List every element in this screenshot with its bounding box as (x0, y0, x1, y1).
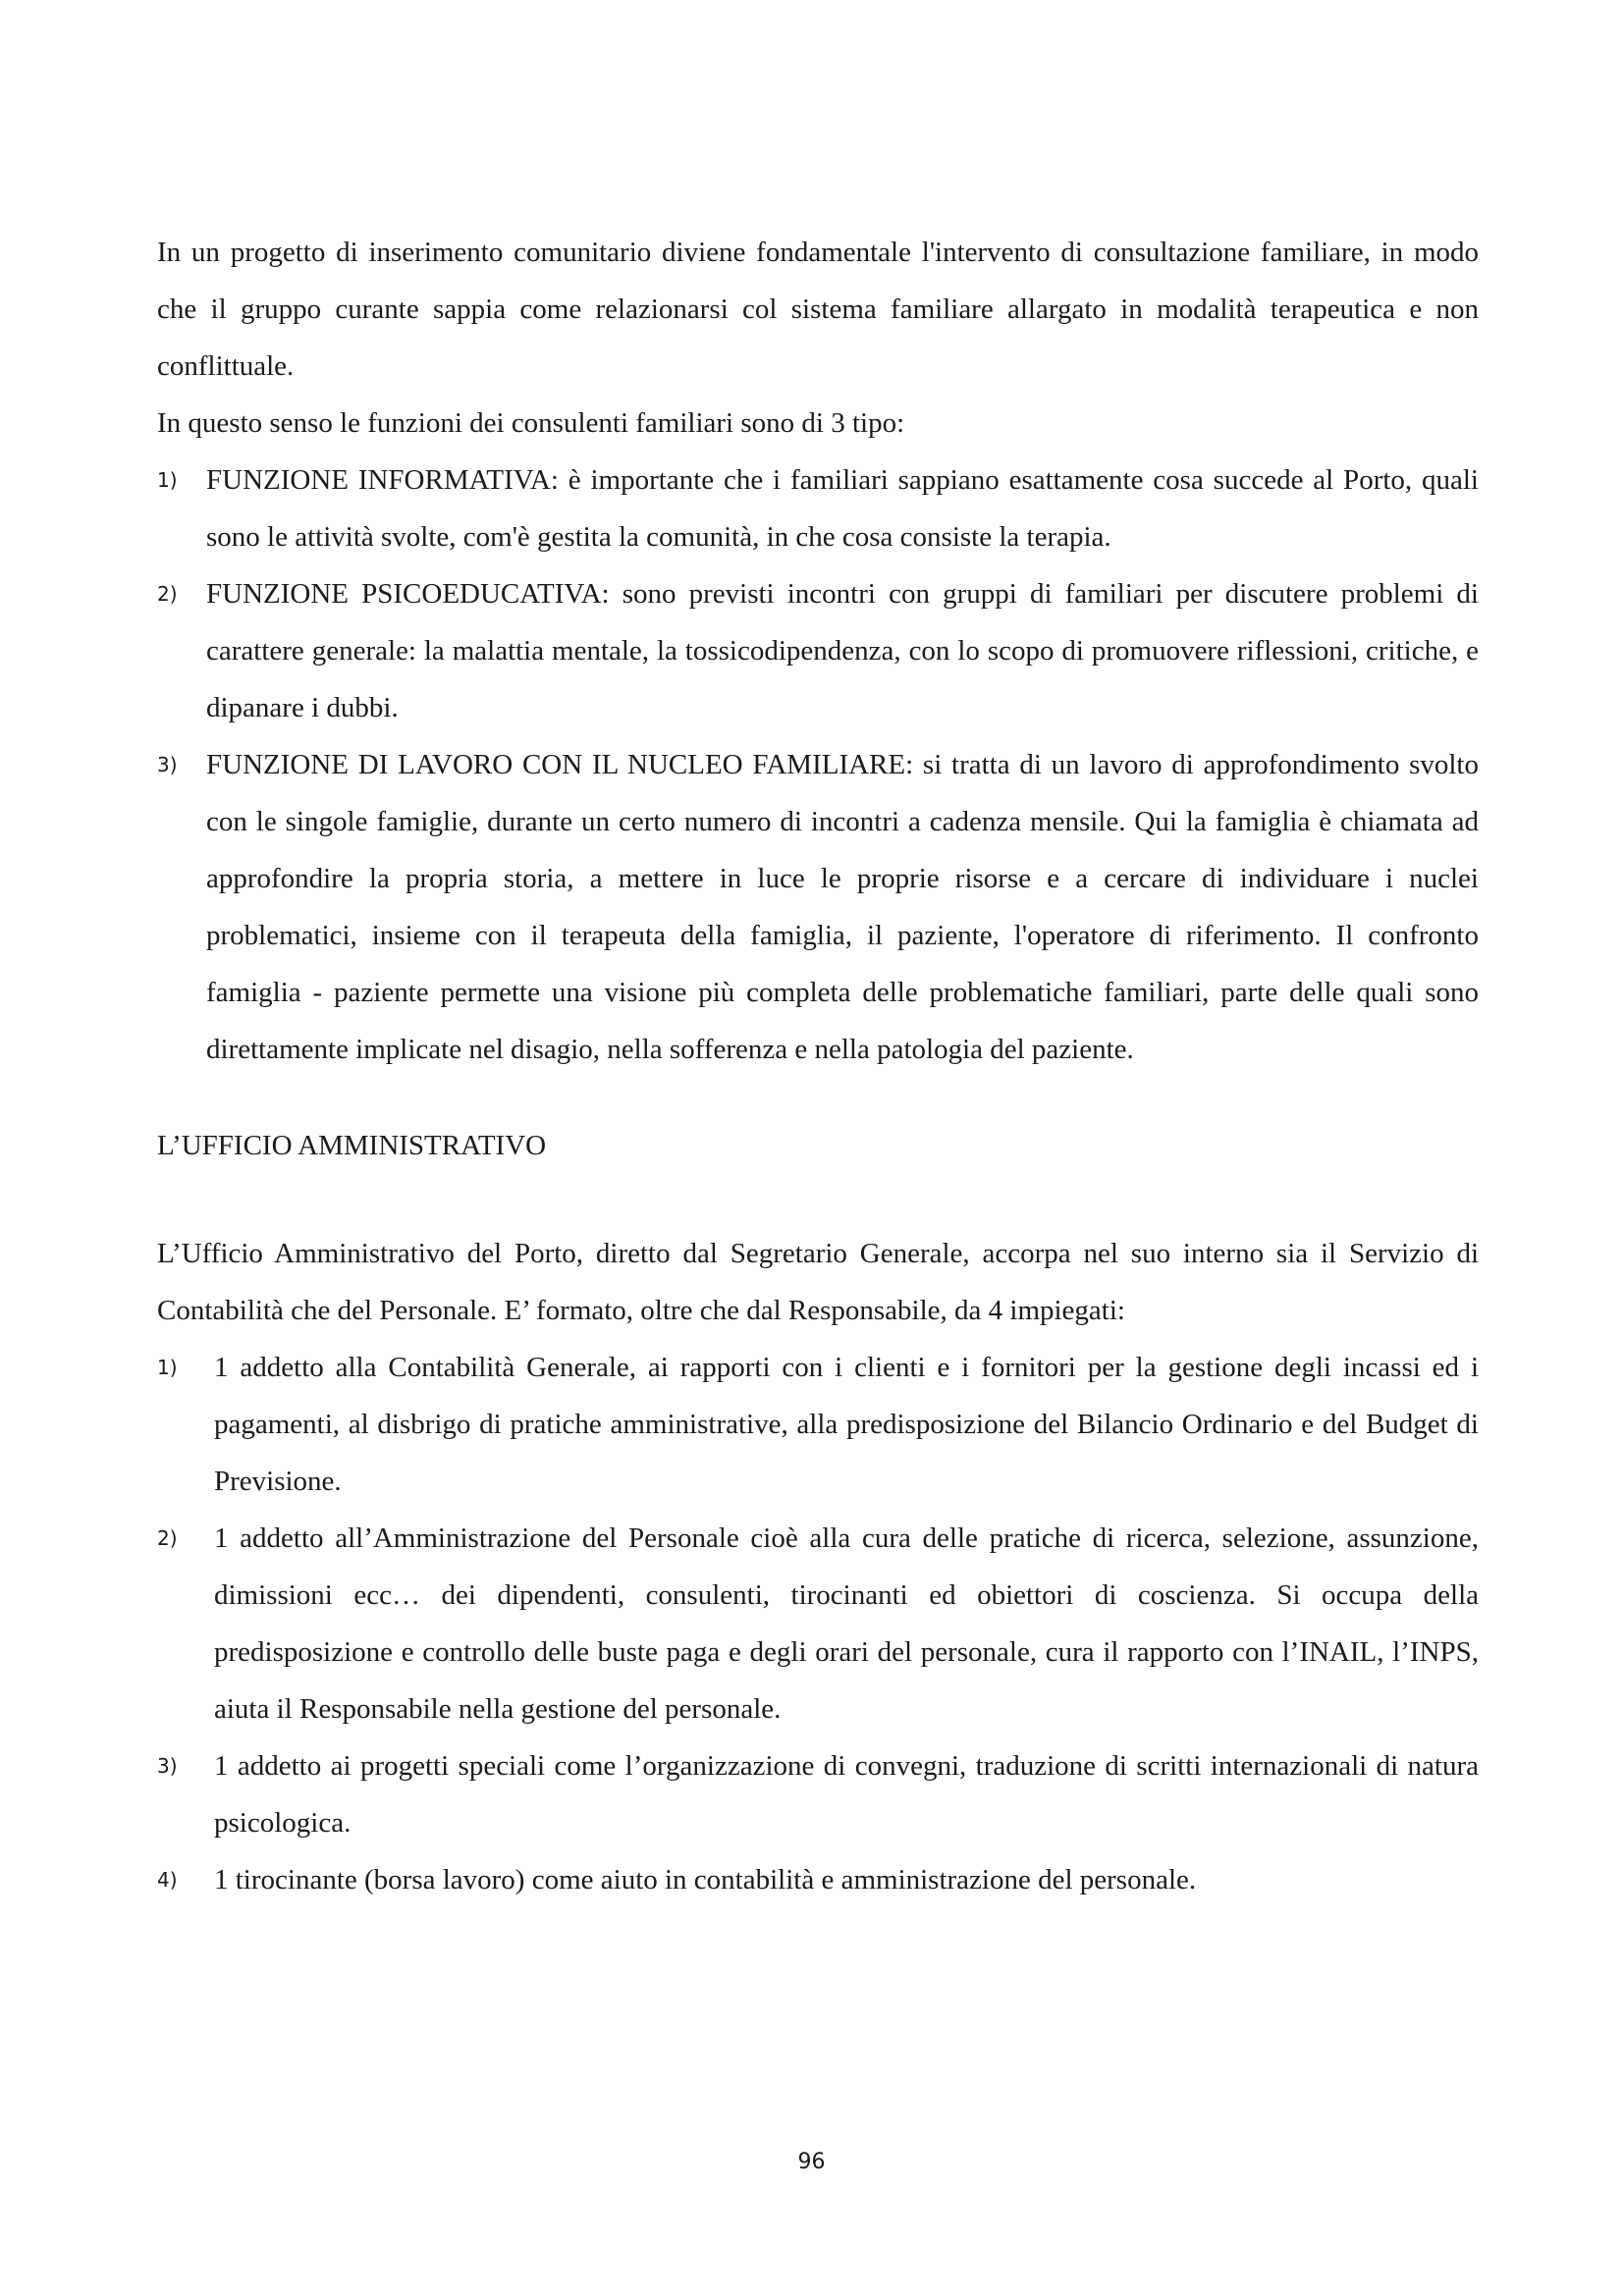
list-item (157, 1510, 1479, 1737)
list-item (157, 1851, 1479, 1908)
list-item (157, 1339, 1479, 1510)
page-number: 96 (797, 2150, 826, 2174)
list-item-number: 1) (157, 1356, 178, 1379)
list-item-number: 3) (157, 753, 178, 776)
list-item (157, 565, 1479, 736)
list-item-text: FUNZIONE PSICOEDUCATIVA: sono previsti incontri con gruppi di familiari per discutere problemi di carattere generale: la malattia mentale, la tossicodipendenza, con lo scopo di promuovere riflessioni, critiche, e dipanare i dubbi. (206, 578, 1479, 723)
list-item (157, 1737, 1479, 1851)
list-item-text: 1 addetto alla Contabilità Generale, ai rapporti con i clienti e i fornitori per la gestione degli incassi ed i pagamenti, al disbrigo di pratiche amministrative, alla predisposizione del Bilancio Ordinario e del Budget di Previsione. (214, 1352, 1479, 1497)
document-page (157, 224, 1479, 1908)
staff-list (157, 1339, 1479, 1908)
list-item (157, 736, 1479, 1078)
list-item-number: 2) (157, 582, 178, 606)
list-item-number: 3) (157, 1754, 178, 1778)
intro-paragraph: In un progetto di inserimento comunitario diviene fondamentale l'intervento di consultazione familiare, in modo che il gruppo curante sappia come relazionarsi col sistema familiare allargato in modalità terapeutica e non conflittuale. (157, 237, 1479, 382)
list-item-text: 1 addetto all’Amministrazione del Personale cioè alla cura delle pratiche di ricerca, selezione, assunzione, dimissioni ecc… dei dipendenti, consulenti, tirocinanti ed obiettori di coscienza. Si occupa della predisposizione e controllo delle buste paga e degli orari del personale, cura il rapporto con l’INAIL, l’INPS, aiuta il Responsabile nella gestione del personale. (214, 1522, 1479, 1725)
list-item-text: 1 addetto ai progetti speciali come l’organizzazione di convegni, traduzione di scritti internazionali di natura psicologica. (214, 1750, 1479, 1839)
list-item-number: 1) (157, 468, 178, 492)
office-intro-paragraph: L’Ufficio Amministrativo del Porto, diretto dal Segretario Generale, accorpa nel suo interno sia il Servizio di Contabilità che del Personale. E’ formato, oltre che dal Responsabile, da 4 impiegati: (157, 1238, 1479, 1326)
list-item-number: 2) (157, 1526, 178, 1550)
list-item (157, 452, 1479, 565)
functions-lead-paragraph: In questo senso le funzioni dei consulenti familiari sono di 3 tipo: (157, 407, 905, 439)
section-heading: L’UFFICIO AMMINISTRATIVO (157, 1130, 547, 1161)
list-item-text: 1 tirocinante (borsa lavoro) come aiuto in contabilità e amministrazione del personale. (214, 1864, 1197, 1896)
list-item-text: FUNZIONE DI LAVORO CON IL NUCLEO FAMILIARE: si tratta di un lavoro di approfondimento svolto con le singole famiglie, durante un certo numero di incontri a cadenza mensile. Qui la famiglia è chiamata ad approfondire la propria storia, a mettere in luce le proprie risorse e a cercare di individuare i nuclei problematici, insieme con il terapeuta della famiglia, il paziente, l'operatore di riferimento. Il confronto famiglia - paziente permette una visione più completa delle problematiche familiari, parte delle quali sono direttamente implicate nel disagio, nella sofferenza e nella patologia del paziente. (206, 749, 1479, 1065)
list-item-number: 4) (157, 1868, 178, 1892)
list-item-text: FUNZIONE INFORMATIVA: è importante che i familiari sappiano esattamente cosa succede al Porto, quali sono le attività svolte, com'è gestita la comunità, in che cosa consiste la terapia. (206, 464, 1479, 553)
functions-list (157, 452, 1479, 1078)
